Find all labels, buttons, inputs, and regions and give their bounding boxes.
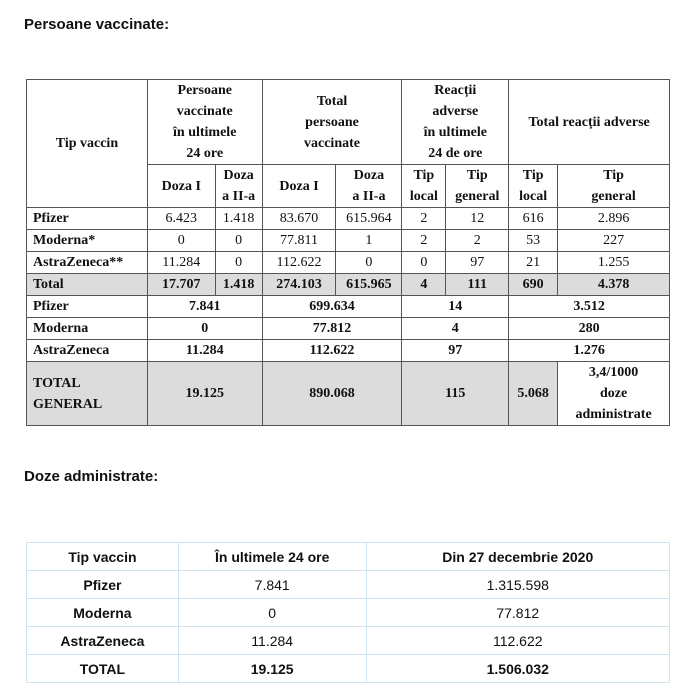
cell-text-line: vaccinate <box>176 104 233 119</box>
cell-text-line: Tip <box>413 168 435 183</box>
cell-text-line: Persoane <box>177 83 232 98</box>
cell-text-line: 3,4/1000 <box>588 365 639 380</box>
table-cell: 1.276 <box>509 340 670 362</box>
table-row <box>27 599 670 627</box>
table-cell: Total <box>27 274 148 296</box>
table-cell: 112.622 <box>366 627 669 655</box>
table-header-row <box>27 80 670 165</box>
cell-text-line: doze <box>599 386 628 401</box>
administered-doses-table <box>26 542 670 683</box>
table-cell: 2 <box>402 208 446 230</box>
cell-text-line: administrate <box>575 407 652 422</box>
cell-text-line: 24 ore <box>186 146 224 161</box>
table-cell: 1.418 <box>215 208 262 230</box>
table-cell: 1 <box>336 230 402 252</box>
table-row <box>27 208 670 230</box>
cell-text-line: local <box>409 189 438 204</box>
subheader-tip-local <box>402 165 446 208</box>
table-cell: 616 <box>509 208 558 230</box>
subheader-doza2 <box>336 165 402 208</box>
table-cell: Pfizer <box>27 208 148 230</box>
vaccinated-persons-table <box>26 79 670 426</box>
table-cell: 2 <box>446 230 509 252</box>
table-cell: 12 <box>446 208 509 230</box>
table-cell: 2.896 <box>558 208 670 230</box>
table-cell: 11.284 <box>147 340 262 362</box>
table-cell: 77.811 <box>262 230 336 252</box>
header-total-reactii: Total reacții adverse <box>509 80 670 165</box>
table-cell: Moderna <box>27 318 148 340</box>
table-row <box>27 296 670 318</box>
cell-text-line: a II-a <box>222 189 256 204</box>
cell-text-line: Tip <box>466 168 488 183</box>
table-cell: 111 <box>446 274 509 296</box>
table-cell: 1.506.032 <box>366 655 669 683</box>
subheader-doza2 <box>215 165 262 208</box>
table-cell: 112.622 <box>262 340 402 362</box>
table-cell: 19.125 <box>178 655 366 683</box>
header-reactii-24h <box>402 80 509 165</box>
cell-text-line: Reacții <box>434 83 477 98</box>
table-cell: 699.634 <box>262 296 402 318</box>
table-cell: 0 <box>336 252 402 274</box>
cell-text-line: TOTAL <box>33 375 81 391</box>
subheader-doza1: Doza I <box>262 165 336 208</box>
table-cell: AstraZeneca <box>27 340 148 362</box>
table-cell <box>558 362 670 426</box>
table-cell: 11.284 <box>178 627 366 655</box>
header-tip-vaccin: Tip vaccin <box>27 80 148 208</box>
table-cell: 0 <box>147 230 215 252</box>
table-row <box>27 340 670 362</box>
section-heading-doze-administrate: Doze administrate: <box>24 468 159 485</box>
table-cell: 2 <box>402 230 446 252</box>
table-cell: 21 <box>509 252 558 274</box>
table-cell: 77.812 <box>366 599 669 627</box>
table-cell: 4 <box>402 274 446 296</box>
subheader-tip-general <box>558 165 670 208</box>
table-cell: 3.512 <box>509 296 670 318</box>
header-din-27-decembrie: Din 27 decembrie 2020 <box>366 543 669 571</box>
cell-text-line: GENERAL <box>33 396 103 412</box>
table-cell: 0 <box>402 252 446 274</box>
cell-text-line: Doza <box>353 168 385 183</box>
table-cell: Pfizer <box>27 571 179 599</box>
table-cell: 6.423 <box>147 208 215 230</box>
table-row <box>27 627 670 655</box>
table-cell: 890.068 <box>262 362 402 426</box>
table-cell: 53 <box>509 230 558 252</box>
cell-text-line: general <box>455 189 500 204</box>
table-cell: 615.964 <box>336 208 402 230</box>
table-cell: 4.378 <box>558 274 670 296</box>
table-cell: 274.103 <box>262 274 336 296</box>
table-cell: 17.707 <box>147 274 215 296</box>
table-cell: AstraZeneca <box>27 627 179 655</box>
cell-text-line: a II-a <box>352 189 386 204</box>
table-cell: 77.812 <box>262 318 402 340</box>
table-cell: 7.841 <box>147 296 262 318</box>
table-cell <box>27 362 148 426</box>
table-cell: 7.841 <box>178 571 366 599</box>
table-cell: 5.068 <box>509 362 558 426</box>
table-cell: 1.418 <box>215 274 262 296</box>
table-cell: 690 <box>509 274 558 296</box>
cell-text-line: Tip <box>522 168 544 183</box>
table-cell: Moderna <box>27 599 179 627</box>
cell-text-line: general <box>591 189 636 204</box>
header-total-persoane <box>262 80 402 165</box>
table-cell: 1.315.598 <box>366 571 669 599</box>
table-cell: Pfizer <box>27 296 148 318</box>
table-cell: 115 <box>402 362 509 426</box>
table-cell: 227 <box>558 230 670 252</box>
cell-text-line: Tip <box>603 168 624 183</box>
table-cell: 97 <box>402 340 509 362</box>
cell-text-line: Doza <box>223 168 254 183</box>
table-cell: AstraZeneca** <box>27 252 148 274</box>
subheader-tip-local <box>509 165 558 208</box>
header-tip-vaccin: Tip vaccin <box>27 543 179 571</box>
table-header-row <box>27 543 670 571</box>
table-cell: 280 <box>509 318 670 340</box>
header-persoane-24h <box>147 80 262 165</box>
cell-text-line: în ultimele <box>173 125 237 140</box>
header-ultimele-24-ore: În ultimele 24 ore <box>178 543 366 571</box>
table-cell: 0 <box>178 599 366 627</box>
cell-text-line: Total <box>316 93 348 109</box>
table-row <box>27 252 670 274</box>
cell-text-line: persoane <box>305 114 359 130</box>
table-row <box>27 571 670 599</box>
table-cell: TOTAL <box>27 655 179 683</box>
table-cell: Moderna* <box>27 230 148 252</box>
cell-text-line: vaccinate <box>304 135 360 151</box>
table-cell: 97 <box>446 252 509 274</box>
table-cell: 615.965 <box>336 274 402 296</box>
table-row <box>27 318 670 340</box>
cell-text-line: 24 de ore <box>428 146 483 161</box>
table-cell: 14 <box>402 296 509 318</box>
table-row <box>27 230 670 252</box>
table-row-total <box>27 274 670 296</box>
table-cell: 4 <box>402 318 509 340</box>
table-cell: 0 <box>215 252 262 274</box>
table-cell: 19.125 <box>147 362 262 426</box>
table-cell: 83.670 <box>262 208 336 230</box>
table-cell: 0 <box>147 318 262 340</box>
table-cell: 11.284 <box>147 252 215 274</box>
table-row-total-general <box>27 362 670 426</box>
cell-text-line: în ultimele <box>423 125 487 140</box>
cell-text-line: adverse <box>432 104 479 119</box>
table-cell: 0 <box>215 230 262 252</box>
subheader-doza1: Doza I <box>147 165 215 208</box>
cell-text-line: local <box>519 189 548 204</box>
table-cell: 1.255 <box>558 252 670 274</box>
section-heading-persoane-vaccinate: Persoane vaccinate: <box>24 16 170 33</box>
table-cell: 112.622 <box>262 252 336 274</box>
subheader-tip-general <box>446 165 509 208</box>
table-row-total <box>27 655 670 683</box>
